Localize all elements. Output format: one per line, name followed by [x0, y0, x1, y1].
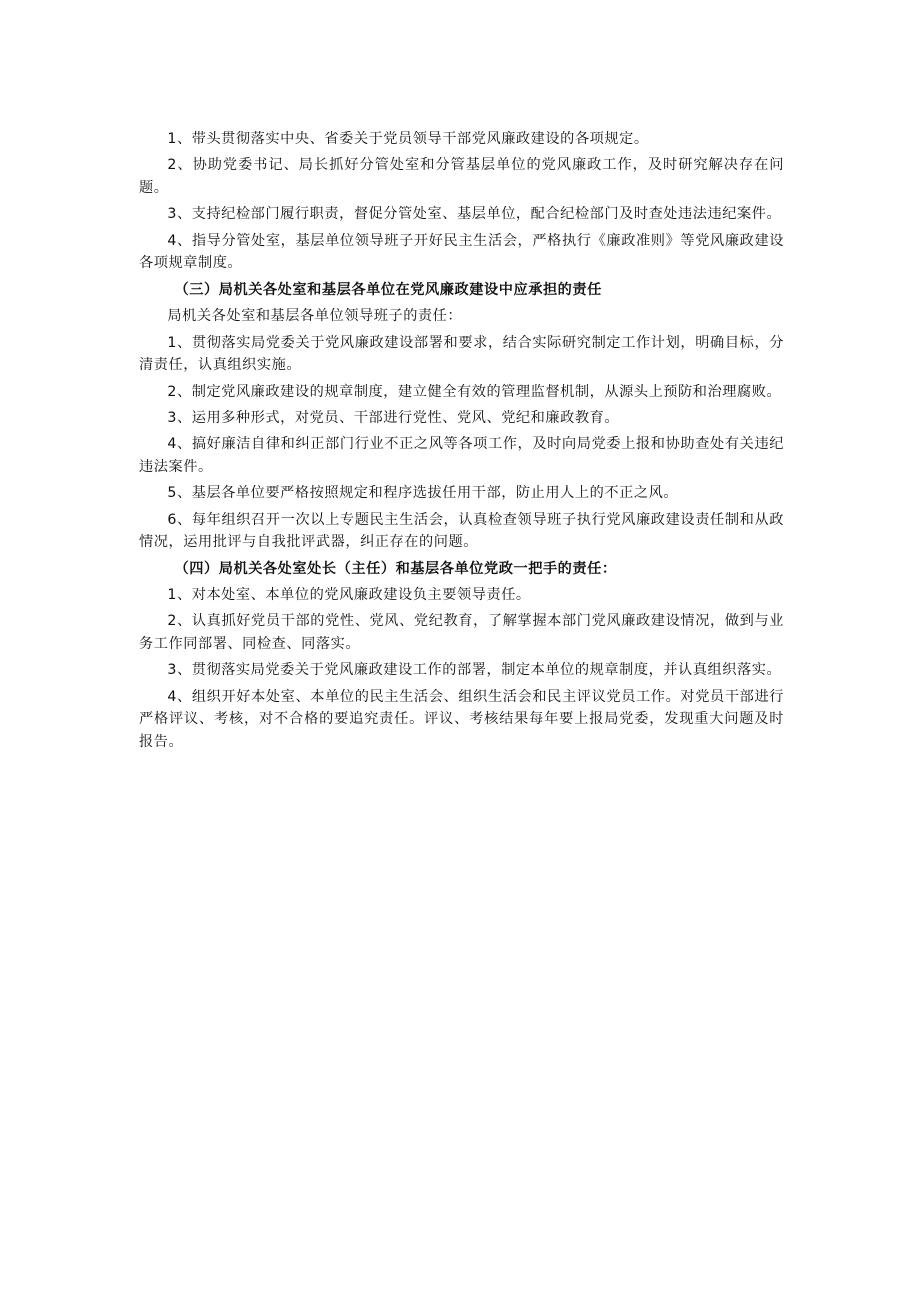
- section-intro: 局机关各处室和基层各单位领导班子的责任：: [167, 308, 463, 325]
- section-heading: （三）局机关各处室和基层各单位在党风廉政建设中应承担的责任: [174, 281, 602, 298]
- duty-item: 1、贯彻落实局党委关于党风廉政建设部署和要求，结合实际研究制定工作计划，明确目标，分清责任，认真组织实施。: [139, 334, 784, 374]
- duty-item: 3、支持纪检部门履行职责，督促分管处室、基层单位，配合纪检部门及时查处违法违纪案件。: [167, 206, 782, 223]
- duty-item: 3、贯彻落实局党委关于党风廉政建设工作的部署，制定本单位的规章制度，并认真组织落实。: [167, 662, 782, 679]
- duty-item: 2、协助党委书记、局长抓好分管处室和分管基层单位的党风廉政工作，及时研究解决存在问题。: [139, 157, 784, 196]
- duty-item: 2、认真抓好党员干部的党性、党风、党纪教育，了解掌握本部门党风廉政建设情况，做到与业务工作同部署、同检查、同落实。: [139, 613, 784, 653]
- duty-item: 2、制定党风廉政建设的规章制度，建立健全有效的管理监督机制，从源头上预防和治理腐败。: [167, 383, 782, 400]
- duty-item: 4、组织开好本处室、本单位的民主生活会、组织生活会和民主评议党员工作。对党员干部进行严格评议、考核，对不合格的要追究责任。评议、考核结果每年要上报局党委，发现重大问题及时报告。: [139, 688, 784, 750]
- duty-item: 4、搞好廉洁自律和纠正部门行业不正之风等各项工作，及时向局党委上报和协助查处有关违纪违法案件。: [139, 436, 784, 475]
- duty-item: 4、指导分管处室，基层单位领导班子开好民主生活会，严格执行《廉政准则》等党风廉政建设各项规章制度。: [139, 232, 784, 272]
- duty-item: 6、每年组织召开一次以上专题民主生活会，认真检查领导班子执行党风廉政建设责任制和从政情况，运用批评与自我批评武器，纠正存在的问题。: [139, 511, 784, 551]
- duty-item: 1、对本处室、本单位的党风廉政建设负主要领导责任。: [167, 587, 531, 604]
- section-heading: （四）局机关各处室处长（主任）和基层各单位党政一把手的责任：: [174, 560, 617, 577]
- duty-item: 3、运用多种形式，对党员、干部进行党性、党风、党纪和廉政教育。: [167, 409, 620, 426]
- duty-item: 5、基层各单位要严格按照规定和程序选拔任用干部，防止用人上的不正之风。: [167, 485, 679, 502]
- duty-item: 1、带头贯彻落实中央、省委关于党员领导干部党风廉政建设的各项规定。: [167, 131, 649, 147]
- document-body: [139, 128, 784, 754]
